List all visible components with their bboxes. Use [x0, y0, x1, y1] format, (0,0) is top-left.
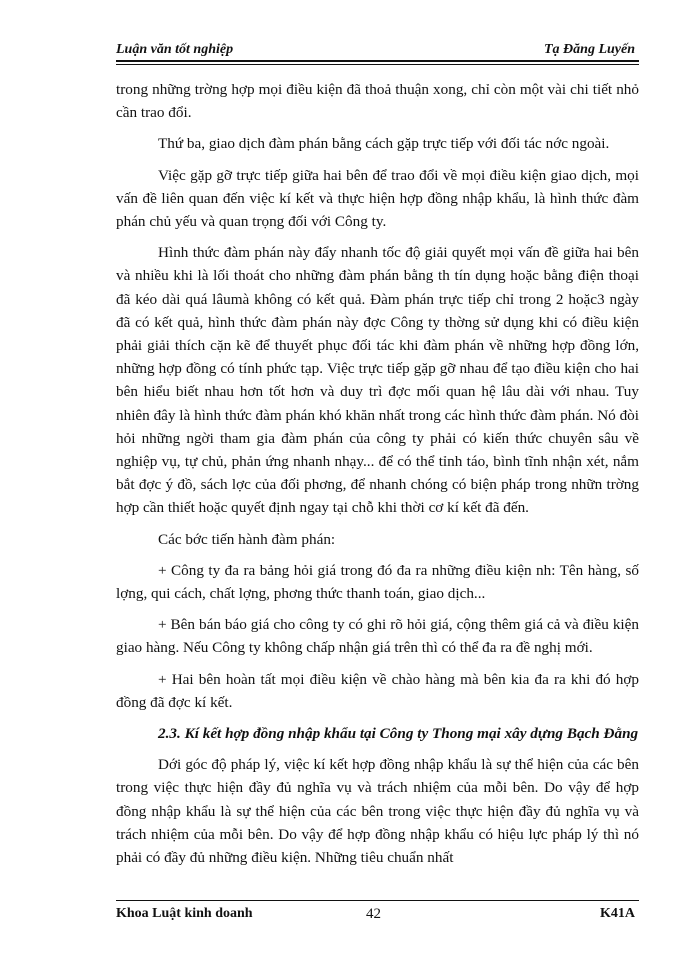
footer-class-code: K41A	[600, 906, 635, 921]
paragraph: Các bớc tiến hành đàm phán:	[158, 530, 336, 548]
paragraph: Việc gặp gỡ trực tiếp giữa hai bên để trao đổi về mọi điều kiện giao dịch, mọi vấn đề liên quan đến việc kí kết và thực hiện hợp đồng nhập khẩu, là hình thức đàm phán chủ yếu và quan trọng đối với Công ty.	[116, 166, 639, 231]
list-item: + Công ty đa ra bảng hỏi giá trong đó đa ra những điều kiện nh: Tên hàng, số lợng, qui cách, chất lợng, phơng thức thanh toán, giao dịch...	[116, 561, 639, 603]
paragraph: Hình thức đàm phán này đẩy nhanh tốc độ giải quyết mọi vấn đề giữa hai bên và nhiều khi là lối thoát cho những đàm phán bằng th tín dụng hoặc bằng điện thoại đã kéo dài quá lâumà không có kết quả. Đàm phán trực tiếp chỉ trong 2 hoặc3 ngày đã có kết quả, hình thức đàm phán này đợc Công ty thờng sử dụng khi có điều kiện phải giải thích cặn kẽ để thuyết phục đối tác khi đàm phán về những hợp đồng lớn, những hợp đồng có tính phức tạp. Việc trực tiếp gặp gỡ nhau để tạo điều kiện cho hai bên hiểu biết nhau hơn tốt hơn và duy trì đợc mối quan hệ lâu dài với nhau. Tuy nhiên đây là hình thức đàm phán khó khăn nhất trong các hình thức đàm phán. Nó đòi hỏi những ngời tham gia đàm phán của công ty phải có kiến thức chuyên sâu về nghiệp vụ, tự chủ, phản ứng nhanh nhạy... để có thể tỉnh táo, bình tĩnh nhận xét, nắm bắt đợc ý đồ, sách lợc của đối phơng, để nhanh chóng có biện pháp trong nhữn trờng hợp cần thiết hoặc quyết định ngay tại chỗ khi thời cơ kí kết đã đến.	[116, 244, 639, 517]
paragraph: Dới góc độ pháp lý, việc kí kết hợp đồng nhập khẩu là sự thể hiện của các bên trong việc thực hiện đầy đủ nghĩa vụ và trách nhiệm của mỗi bên. Do vậy để hợp đồng nhập khẩu là sự thể hiện của các bên trong việc thực hiện đầy đủ nghĩa vụ và trách nhiệm của mỗi bên. Do vậy để hợp đồng nhập khẩu có hiệu lực pháp lý thì nó phải có đầy đủ những điều kiện. Những tiêu chuẩn nhất	[116, 756, 639, 867]
document-body	[116, 78, 639, 877]
header-divider	[116, 64, 639, 65]
page-footer	[116, 906, 639, 926]
page-number: 42	[366, 906, 381, 922]
header-author-name: Tạ Đăng Luyến	[544, 42, 635, 57]
paragraph: Thứ ba, giao dịch đàm phán bằng cách gặp trực tiếp với đối tác nớc ngoài.	[158, 135, 610, 153]
footer-divider	[116, 900, 639, 901]
section-heading: 2.3. Kí kết hợp đồng nhập khẩu tại Công ty Thong mại xây dựng Bạch Đằng	[158, 725, 639, 743]
paragraph-continued: trong những trờng hợp mọi điều kiện đã thoả thuận xong, chỉ còn một vài chi tiết nhỏ cần trao đổi.	[116, 81, 639, 122]
list-item: + Hai bên hoàn tất mọi điều kiện về chào hàng mà bên kia đa ra khi đó hợp đồng đã đợc kí kết.	[116, 670, 639, 711]
page-header	[116, 40, 639, 62]
header-thesis-label: Luận văn tốt nghiệp	[116, 42, 234, 57]
list-item: + Bên bán báo giá cho công ty có ghi rõ hỏi giá, cộng thêm giá cả và điều kiện giao hàng. Nếu Công ty không chấp nhận giá trên thì có thể đa ra đề nghị mới.	[116, 616, 639, 657]
footer-faculty: Khoa Luật kinh doanh	[116, 906, 253, 921]
